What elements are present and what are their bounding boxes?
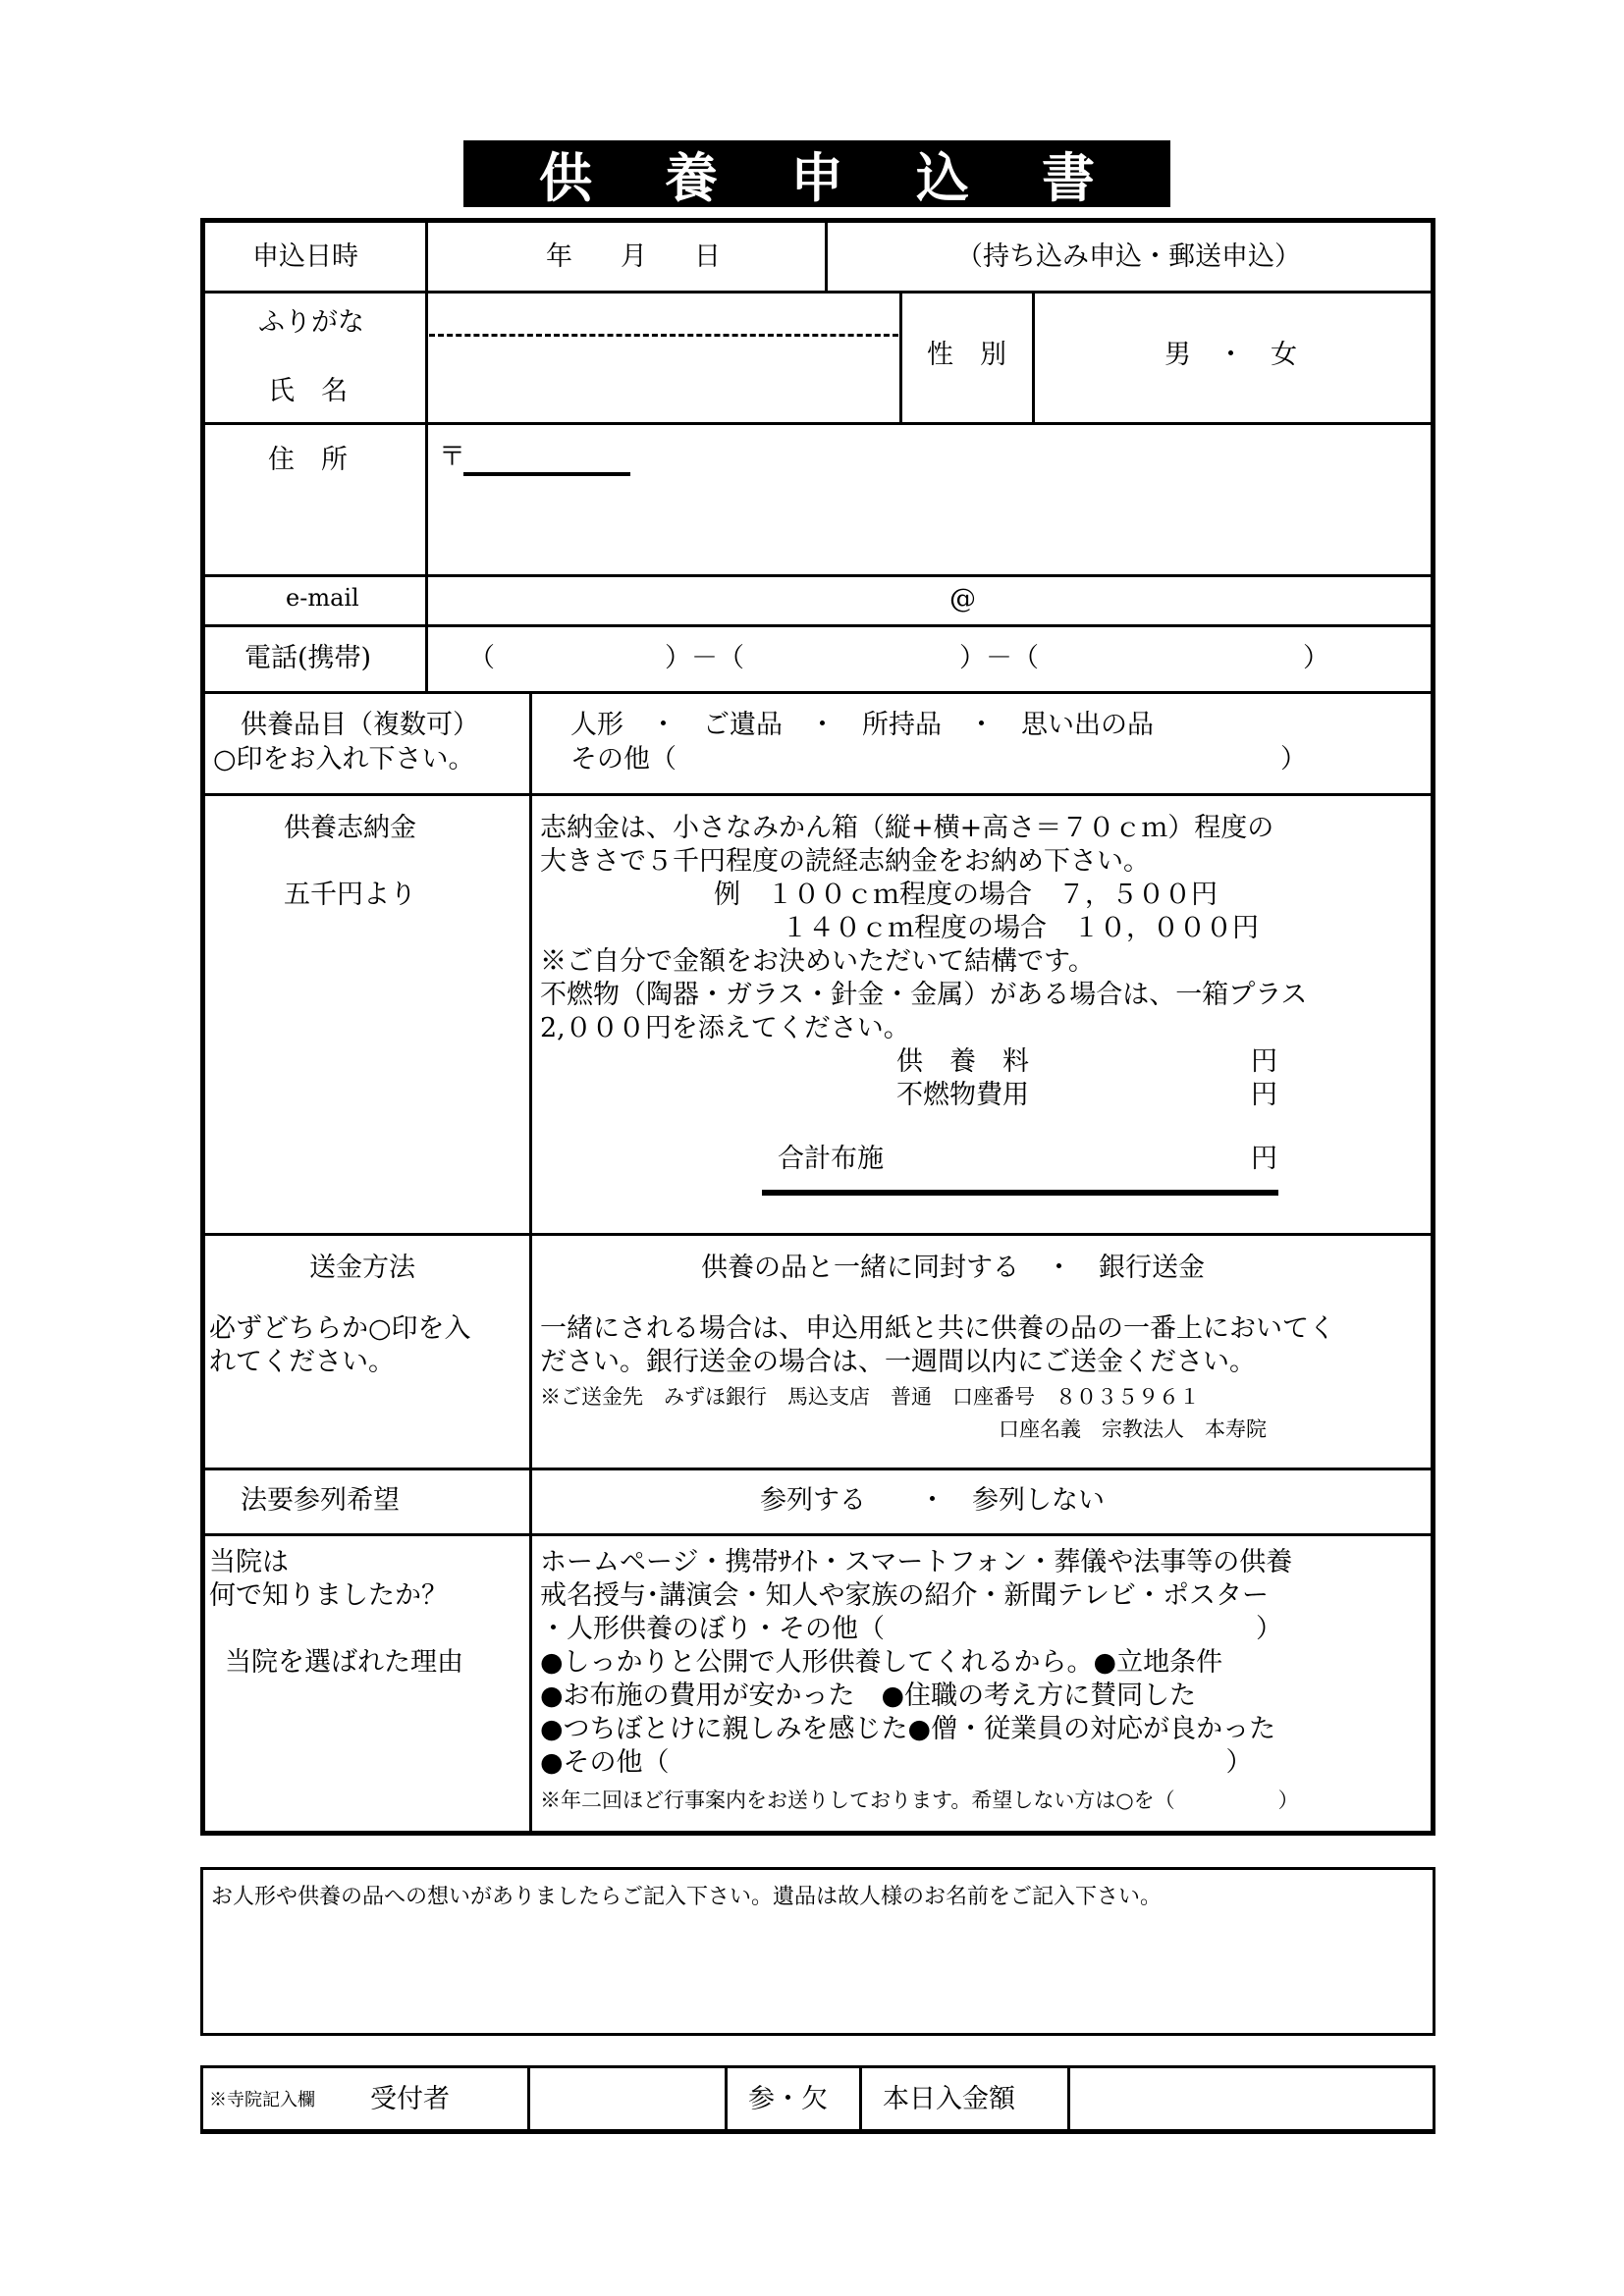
item-other-field[interactable] xyxy=(677,743,1285,778)
fee-minimum: 五千円より xyxy=(284,880,416,910)
office-use-note: ※寺院記入欄 xyxy=(209,2090,315,2110)
date-label: 申込日時 xyxy=(252,241,358,272)
email-field[interactable] xyxy=(429,578,1429,623)
reason-option-line[interactable]: ●つちぼとけに親しみを感じた●僧・従業員の対応が良かった xyxy=(540,1714,1276,1744)
total-underline xyxy=(762,1190,1278,1196)
nonburnable-fee-label: 不燃物費用 xyxy=(896,1080,1029,1110)
at-sign: @ xyxy=(949,584,976,614)
name-field[interactable] xyxy=(429,341,898,421)
row-divider xyxy=(205,1468,1431,1470)
payment-description: 一緒にされる場合は、申込用紙と共に供養の品の一番上においてく xyxy=(540,1313,1335,1344)
ceremony-label: 法要参列希望 xyxy=(241,1485,400,1516)
offering-fee-label: 供 養 料 xyxy=(896,1046,1029,1077)
month-label: 月 xyxy=(621,241,647,272)
items-instruction: ○印をお入れ下さい。 xyxy=(213,744,475,774)
event-mailing-optout[interactable]: ※年二回ほど行事案内をお送りしております。希望しない方は○を（ ） xyxy=(540,1789,1299,1812)
title-char: 込 xyxy=(916,146,969,209)
total-offering-field[interactable] xyxy=(893,1141,1246,1176)
fee-text-line: ※ご自分で金額をお決めいただいて結構です。 xyxy=(540,946,1095,977)
row-divider xyxy=(205,422,1431,425)
reason-option-line[interactable]: ●しっかりと公開で人形供養してくれるから。●立地条件 xyxy=(540,1647,1223,1678)
phone-paren-open: （ xyxy=(468,643,495,673)
phone-separator-1: ）－（ xyxy=(665,643,744,673)
reason-option-line[interactable]: ●その他（ ） xyxy=(540,1747,1253,1778)
receiver-label: 受付者 xyxy=(370,2084,450,2114)
date-field[interactable] xyxy=(429,226,824,291)
col-divider xyxy=(899,291,902,422)
comments-box[interactable] xyxy=(200,1867,1435,2036)
row-divider xyxy=(205,691,1431,694)
payment-method-label: 送金方法 xyxy=(309,1253,415,1283)
col-divider xyxy=(725,2068,728,2129)
payment-instruction: れてください。 xyxy=(209,1347,395,1377)
row-divider xyxy=(205,1533,1431,1536)
row-divider xyxy=(205,624,1431,627)
attendance-options[interactable]: 参・欠 xyxy=(748,2084,828,2114)
nonburnable-fee-field[interactable] xyxy=(1030,1079,1246,1112)
fee-text-line: 不燃物（陶器・ガラス・針金・金属）がある場合は、一箱プラス xyxy=(540,980,1308,1010)
phone-separator-2: ）－（ xyxy=(959,643,1039,673)
row-divider xyxy=(205,291,1431,294)
col-divider xyxy=(425,223,428,691)
title-char: 書 xyxy=(1042,146,1095,209)
address-field[interactable] xyxy=(429,488,1429,572)
payment-instruction: 必ずどちらか○印を入 xyxy=(209,1313,471,1344)
ceremony-options[interactable]: 参列する ・ 参列しない xyxy=(760,1485,1105,1516)
email-label: e-mail xyxy=(286,584,359,612)
total-offering-unit: 円 xyxy=(1251,1144,1277,1174)
today-amount-label: 本日入金額 xyxy=(883,2084,1015,2114)
survey-label: 当院は xyxy=(209,1547,289,1577)
title-char: 申 xyxy=(790,146,843,209)
items-label: 供養品目（複数可） xyxy=(241,710,479,740)
furigana-label: ふりがな xyxy=(258,307,364,338)
application-method-options[interactable]: （持ち込み申込・郵送申込） xyxy=(956,241,1301,272)
bank-account-info: ※ご送金先 みずほ銀行 馬込支店 普通 口座番号 ８０３５９６１ xyxy=(540,1385,1200,1409)
row-divider xyxy=(205,793,1431,796)
name-label: 氏 名 xyxy=(268,376,348,406)
payment-method-options[interactable]: 供養の品と一緒に同封する ・ 銀行送金 xyxy=(701,1253,1205,1283)
offering-fee-field[interactable] xyxy=(1030,1045,1246,1079)
furigana-divider xyxy=(429,334,898,337)
row-divider xyxy=(205,1233,1431,1236)
survey-label: 何で知りましたか？ xyxy=(209,1580,448,1611)
gender-label: 性 別 xyxy=(927,340,1006,370)
title-char: 養 xyxy=(665,146,718,209)
survey-option-line[interactable]: ・人形供養のぼり・その他（ ） xyxy=(540,1614,1282,1644)
fee-text-line: 2,０００円を添えてください。 xyxy=(540,1013,910,1043)
today-amount-field[interactable] xyxy=(1070,2068,1432,2129)
phone-paren-close: ） xyxy=(1303,643,1329,673)
survey-option-line[interactable]: 戒名授与･講演会・知人や家族の紹介・新聞テレビ・ポスター xyxy=(540,1580,1269,1611)
year-label: 年 xyxy=(546,241,572,272)
item-other-close: ） xyxy=(1280,744,1307,774)
receiver-field[interactable] xyxy=(530,2068,725,2129)
postal-code-field[interactable] xyxy=(463,472,630,476)
gender-options[interactable]: 男 ・ 女 xyxy=(1164,340,1297,370)
office-use-box xyxy=(200,2065,1435,2134)
fee-text-line: 大きさで５千円程度の読経志納金をお納め下さい。 xyxy=(540,846,1150,877)
phone-field[interactable] xyxy=(429,628,1429,690)
col-divider xyxy=(859,2068,862,2129)
row-divider xyxy=(205,574,1431,577)
address-label: 住 所 xyxy=(268,445,348,475)
col-divider xyxy=(1032,291,1035,422)
bank-account-holder: 口座名義 宗教法人 本寿院 xyxy=(999,1417,1267,1441)
col-divider xyxy=(529,691,532,1833)
day-label: 日 xyxy=(694,241,721,272)
total-offering-label: 合計布施 xyxy=(778,1144,884,1174)
payment-description: ださい。銀行送金の場合は、一週間以内にご送金ください。 xyxy=(540,1347,1256,1377)
fee-text-line: 志納金は、小さなみかん箱（縦+横+高さ＝７０ｃｍ）程度の xyxy=(540,813,1274,843)
postal-mark: 〒 xyxy=(439,442,465,472)
reason-label: 当院を選ばれた理由 xyxy=(225,1647,463,1678)
reason-option-line[interactable]: ●お布施の費用が安かった ●住職の考え方に賛同した xyxy=(540,1681,1197,1711)
nonburnable-fee-unit: 円 xyxy=(1251,1080,1277,1110)
item-other-open: その他（ xyxy=(570,744,677,774)
fee-example-line: 例 １００ｃｍ程度の場合 ７，５００円 xyxy=(714,880,1218,910)
comments-prompt: お人形や供養の品への想いがありましたらご記入下さい。遺品は故人様のお名前をご記入下さい。 xyxy=(211,1885,1163,1909)
form-title xyxy=(463,140,1170,207)
application-form-table xyxy=(200,218,1435,1836)
col-divider xyxy=(825,223,828,291)
item-options[interactable]: 人形 ・ ご遺品 ・ 所持品 ・ 思い出の品 xyxy=(570,710,1154,740)
offering-fee-unit: 円 xyxy=(1251,1046,1277,1077)
phone-label: 電話(携帯) xyxy=(244,643,372,673)
survey-option-line[interactable]: ホームページ・携帯ｻｲﾄ・スマートフォン・葬儀や法事等の供養 xyxy=(540,1547,1293,1577)
fee-example-line: １４０ｃｍ程度の場合 １０，０００円 xyxy=(782,913,1259,943)
title-char: 供 xyxy=(539,146,592,209)
fee-label: 供養志納金 xyxy=(284,813,416,843)
